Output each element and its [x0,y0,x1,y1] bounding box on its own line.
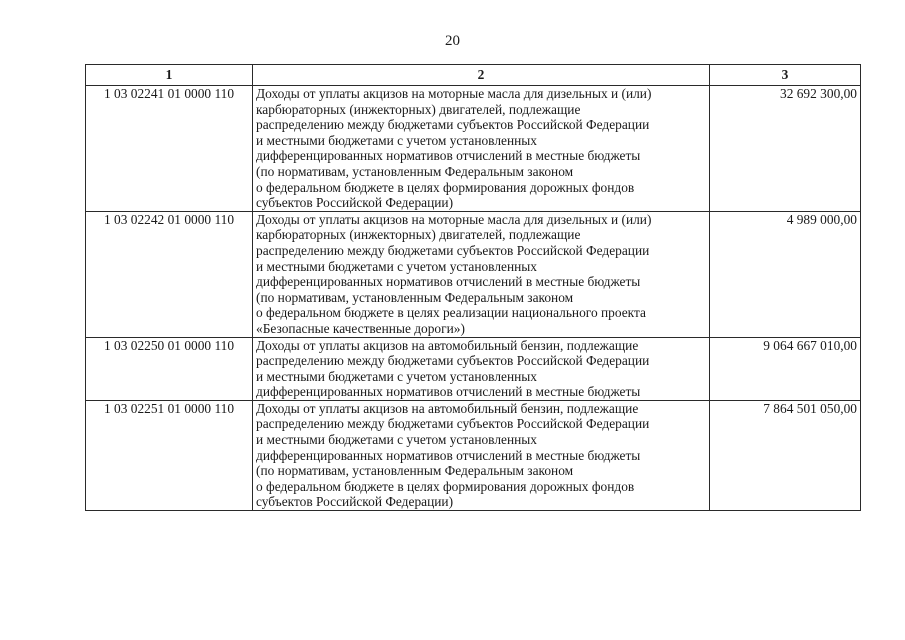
revenue-code-cell: 1 03 02241 01 0000 110 [86,86,253,212]
revenue-description-cell: Доходы от уплаты акцизов на автомобильный бензин, подлежащие распределению между бюджетами субъектов Российской Федерации и местными бюджетами с учетом установленных дифференцированных нормативов отчислений в местные бюджеты (по нормативам, установленным Федеральным законом о федеральном бюджете в целях формирования дорожных фондов субъектов Российской Федерации) [253,400,710,510]
revenue-description-cell: Доходы от уплаты акцизов на моторные масла для дизельных и (или) карбюраторных (инжекторных) двигателей, подлежащие распределению между бюджетами субъектов Российской Федерации и местными бюджетами с учетом установленных дифференцированных нормативов отчислений в местные бюджеты (по нормативам, установленным Федеральным законом о федеральном бюджете в целях формирования дорожных фондов субъектов Российской Федерации) [253,86,710,212]
column-header-amount: 3 [710,65,861,86]
revenue-table [85,64,861,511]
revenue-code-cell: 1 03 02242 01 0000 110 [86,211,253,337]
table-row [86,211,861,337]
column-header-description: 2 [253,65,710,86]
table-row [86,400,861,510]
revenue-amount-cell: 9 064 667 010,00 [710,337,861,400]
revenue-amount-cell: 7 864 501 050,00 [710,400,861,510]
page-number: 20 [445,33,460,49]
table-row [86,337,861,400]
revenue-code-cell: 1 03 02250 01 0000 110 [86,337,253,400]
revenue-description-cell: Доходы от уплаты акцизов на моторные масла для дизельных и (или) карбюраторных (инжекторных) двигателей, подлежащие распределению между бюджетами субъектов Российской Федерации и местными бюджетами с учетом установленных дифференцированных нормативов отчислений в местные бюджеты (по нормативам, установленным Федеральным законом о федеральном бюджете в целях реализации национального проекта «Безопасные качественные дороги») [253,211,710,337]
revenue-amount-cell: 4 989 000,00 [710,211,861,337]
column-header-code: 1 [86,65,253,86]
table-header-row [86,65,861,86]
revenue-amount-cell: 32 692 300,00 [710,86,861,212]
revenue-code-cell: 1 03 02251 01 0000 110 [86,400,253,510]
revenue-description-cell: Доходы от уплаты акцизов на автомобильный бензин, подлежащие распределению между бюджетами субъектов Российской Федерации и местными бюджетами с учетом установленных дифференцированных нормативов отчислений в местные бюджеты [253,337,710,400]
table-row [86,86,861,212]
